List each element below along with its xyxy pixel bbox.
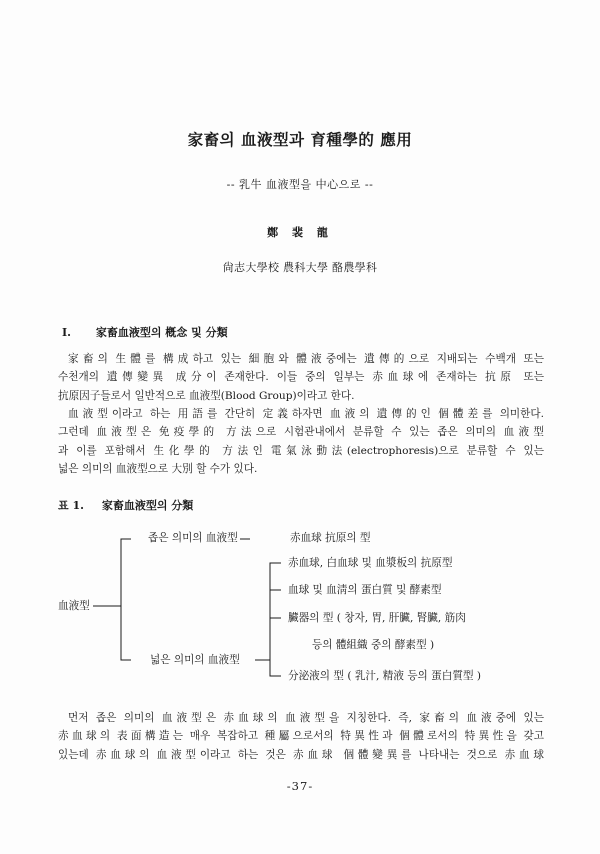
tree-broad-item-2: 血球 및 血淸의 蛋白質 및 酵素型 (288, 584, 442, 596)
author-affiliation: 尙志大學校 農科大學 酪農學科 (222, 261, 378, 274)
tree-broad-item-4: 分泌液의 型 ( 乳汁, 精液 등의 蛋白質型 ) (288, 670, 482, 682)
text-line: 血液型이라고 하는 用語를 간단히 定義하자면 血液의 遺傳的인 個體差를 의미한다. (68, 408, 544, 420)
paper-title: 家畜의 血液型과 育種學的 應用 (187, 130, 413, 149)
text-line: 먼저 좁은 의미의 血液型은 赤血球의 血液型을 지칭한다. 즉, 家畜의 血液중에 있는 (68, 712, 544, 724)
tree-narrow-label: 좁은 의미의 血液型 (148, 532, 238, 544)
author-name: 鄭 裴 龍 (267, 226, 333, 239)
text-line: 과 이를 포함해서 生化學的 方法인 電氣泳動法(electrophoresis)으로 분류할 수 있는 (58, 444, 544, 457)
section-number: I. (62, 326, 71, 339)
section-title: 家畜血液型의 槪念 및 分類 (95, 326, 228, 339)
text-line: 수천개의 遺傳變異 成分이 존재한다. 이들 중의 일부는 赤血球에 존재하는 抗原 또는 (58, 371, 544, 384)
text-line: 그런데 血液型은 免疫學的 方法으로 시험관내에서 분류할 수 있는 좁은 의미의 血液型 (58, 426, 544, 439)
tree-root-label: 血液型 (58, 600, 90, 612)
paragraph-3 (58, 709, 544, 764)
paper-subtitle: -- 乳牛 血液型을 中心으로 -- (226, 178, 374, 191)
tree-narrow-item: 赤血球 抗原의 型 (290, 532, 371, 544)
table-number: 표 1. (58, 499, 84, 512)
text-line: 赤血球의 表面構造는 매우 복잡하고 種屬으로서의 特異性과 個體로서의 特異性을 갖고 (58, 730, 544, 743)
page-number: -37- (286, 779, 314, 793)
tree-broad-item-1: 赤血球, 白血球 및 血漿板의 抗原型 (288, 557, 453, 569)
text-line: 넓은 의미의 血液型으로 大別 할 수가 있다. (58, 462, 258, 475)
text-line: 家畜의 生體를 構成하고 있는 細胞와 體液중에는 遺傳的으로 지배되는 수백개 또는 (68, 353, 544, 365)
text-line: 抗原因子들로서 일반적으로 血液型(Blood Group)이라고 한다. (58, 389, 355, 402)
text-line: 있는데 赤血球의 血液型이라고 하는 것은 赤血球 個體變異를 나타내는 것으로 赤血球 (58, 748, 544, 761)
table-title: 家畜血液型의 分類 (101, 499, 194, 512)
sub-bracket (270, 563, 281, 676)
main-bracket (121, 539, 131, 660)
tree-broad-item-3-cont: 등의 體組織 중의 酵素型 ) (312, 639, 435, 651)
tree-broad-item-3: 臟器의 型 ( 창자, 胃, 肝臟, 腎臟, 筋肉 (288, 612, 466, 624)
tree-broad-label: 넓은 의미의 血液型 (150, 654, 240, 666)
